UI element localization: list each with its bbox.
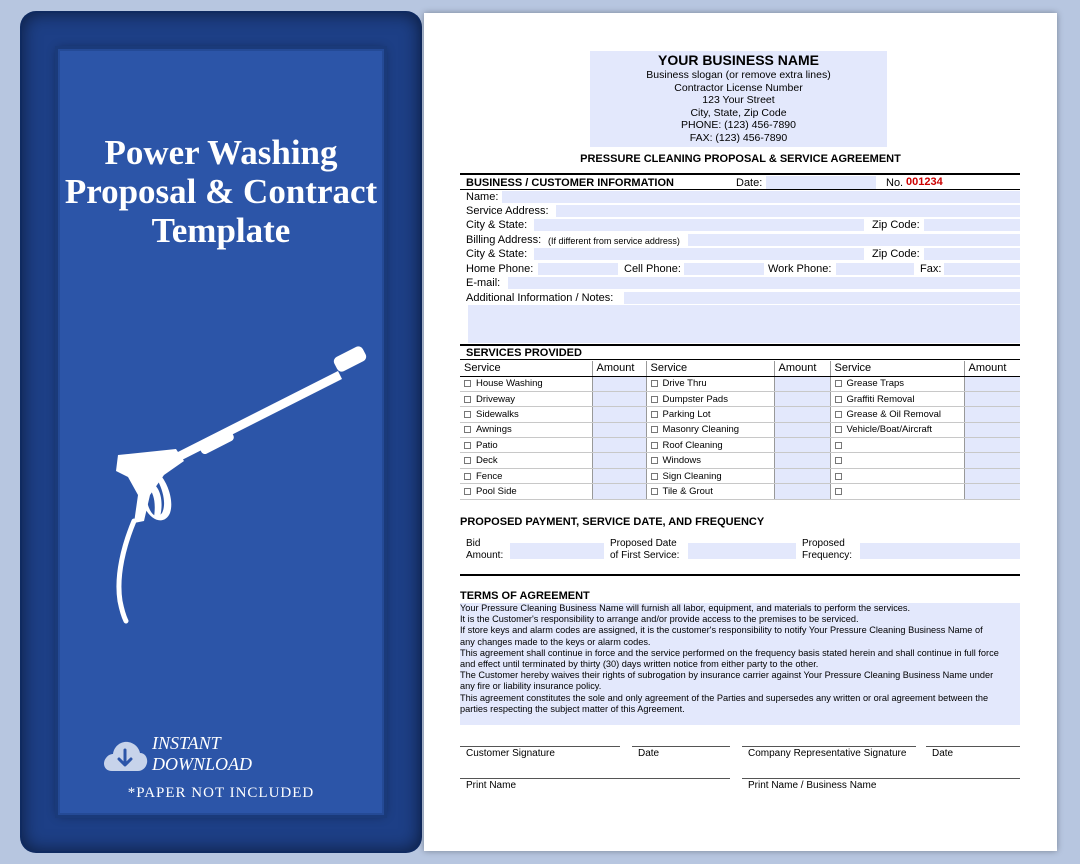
service-label: Windows [662, 455, 702, 467]
document-page [424, 13, 1057, 851]
billing-address-note: (If different from service address) [548, 236, 680, 246]
customer-signature-label: Customer Signature [466, 748, 555, 759]
table-row [460, 422, 1020, 437]
checkbox[interactable] [835, 426, 842, 433]
terms-line: If store keys and alarm codes are assigned, it is the customer's responsibility to notify Your Pressure Cleaning Business Name of [460, 625, 983, 636]
service-label: Grease & Oil Removal [846, 408, 942, 420]
number-label: No. [886, 177, 904, 189]
checkbox[interactable] [651, 473, 658, 480]
form-title: PRESSURE CLEANING PROPOSAL & SERVICE AGREEMENT [580, 153, 901, 165]
service-label: Sign Cleaning [662, 470, 722, 482]
zip-field[interactable] [924, 219, 1020, 231]
service-cell[interactable] [460, 422, 592, 437]
terms-line: The Customer hereby waives their rights of subrogation by insurance carrier against Your Pressure Cleaning Business Name under [460, 670, 994, 681]
service-label: Driveway [476, 393, 516, 405]
checkbox[interactable] [464, 488, 471, 495]
print-name-line[interactable] [460, 778, 730, 779]
service-label: Roof Cleaning [662, 439, 723, 451]
download-line-2: DOWNLOAD [152, 754, 253, 774]
name-label: Name: [466, 191, 499, 203]
customer-info-title: BUSINESS / CUSTOMER INFORMATION [466, 177, 674, 189]
col-amount: Amount [774, 361, 830, 376]
checkbox[interactable] [651, 488, 658, 495]
service-cell[interactable] [460, 407, 592, 422]
service-cell[interactable] [460, 453, 592, 468]
amount-cell[interactable] [592, 453, 646, 468]
section-rule-thin [460, 189, 1020, 190]
company-signature-line[interactable] [742, 746, 916, 747]
services-rule-thin [460, 359, 1020, 360]
terms-body [460, 603, 1020, 725]
service-cell[interactable] [460, 484, 592, 499]
checkbox[interactable] [651, 426, 658, 433]
date-label-line-2: of First Service: [610, 550, 680, 561]
checkbox[interactable] [651, 380, 658, 387]
service-cell[interactable] [646, 407, 774, 422]
col-service: Service [830, 361, 964, 376]
service-label: Awnings [476, 424, 512, 436]
service-cell[interactable] [830, 376, 964, 391]
frequency-label-line-1: Proposed [802, 538, 845, 549]
table-row [460, 468, 1020, 483]
table-row [460, 453, 1020, 468]
amount-cell[interactable] [964, 391, 1020, 406]
terms-line: any fire or liability insurance policy. [460, 681, 602, 692]
service-label: Parking Lot [662, 408, 711, 420]
paper-not-included-note: *PAPER NOT INCLUDED [127, 785, 315, 801]
amount-cell[interactable] [774, 422, 830, 437]
col-amount: Amount [964, 361, 1020, 376]
fax-label: Fax: [920, 263, 942, 275]
email-label: E-mail: [466, 277, 501, 289]
bid-amount-field[interactable] [510, 543, 604, 559]
terms-line: parties respecting the subject matter of this Agreement. [460, 703, 685, 714]
amount-cell[interactable] [774, 453, 830, 468]
frequency-label-line-2: Frequency: [802, 550, 853, 561]
terms-line: Your Pressure Cleaning Business Name will furnish all labor, equipment, and materials to perform the services. [460, 603, 911, 613]
notes-field[interactable] [468, 305, 1020, 343]
terms-line: This agreement shall continue in force and the service performed on the frequency basis stated herein and shall continue in full force [460, 647, 999, 658]
print-name-label: Print Name [466, 780, 517, 791]
email-field[interactable] [508, 277, 1020, 289]
checkbox[interactable] [464, 442, 471, 449]
work-phone-label: Work Phone: [768, 263, 832, 275]
cover-panel [58, 49, 384, 815]
cloud-download-icon [102, 739, 148, 773]
instant-download-label [152, 733, 252, 775]
amount-cell[interactable] [964, 453, 1020, 468]
print-name-business-label: Print Name / Business Name [748, 780, 877, 791]
checkbox[interactable] [464, 380, 471, 387]
table-row [460, 438, 1020, 453]
amount-cell[interactable] [774, 407, 830, 422]
bid-label-line-2: Amount: [466, 550, 504, 561]
checkbox[interactable] [835, 442, 842, 449]
company-signature-label: Company Representative Signature [748, 748, 907, 759]
amount-cell[interactable] [964, 484, 1020, 499]
amount-cell[interactable] [592, 407, 646, 422]
terms-line: any changes made to the keys or alarm codes. [460, 636, 651, 647]
zip-label-2: Zip Code: [872, 248, 920, 260]
amount-cell[interactable] [774, 376, 830, 391]
checkbox[interactable] [464, 473, 471, 480]
pressure-washer-wand-icon [98, 345, 378, 625]
service-cell[interactable] [646, 453, 774, 468]
amount-cell[interactable] [774, 468, 830, 483]
col-amount: Amount [592, 361, 646, 376]
frequency-field[interactable] [860, 543, 1020, 559]
service-label: Drive Thru [662, 378, 707, 390]
checkbox[interactable] [651, 442, 658, 449]
service-label: Deck [476, 455, 498, 467]
services-rule [460, 344, 1020, 346]
bid-amount-label [466, 538, 503, 562]
checkbox[interactable] [651, 457, 658, 464]
zip-label: Zip Code: [872, 219, 920, 231]
checkbox[interactable] [464, 426, 471, 433]
city-state-label: City & State: [466, 219, 528, 231]
col-service: Service [460, 361, 592, 376]
city-state-label-2: City & State: [466, 248, 528, 260]
table-row [460, 407, 1020, 422]
home-phone-field[interactable] [538, 263, 618, 275]
amount-cell[interactable] [964, 438, 1020, 453]
services-title: SERVICES PROVIDED [466, 347, 582, 359]
service-label: Sidewalks [476, 408, 519, 420]
date-label-1: Date [638, 748, 660, 759]
amount-cell[interactable] [592, 484, 646, 499]
phone-number: PHONE: (123) 456-7890 [681, 119, 796, 132]
billing-address-field[interactable] [688, 234, 1020, 246]
service-label: Vehicle/Boat/Aircraft [846, 424, 933, 436]
checkbox[interactable] [835, 488, 842, 495]
first-service-date-label [610, 538, 679, 562]
service-label: Fence [476, 470, 503, 482]
payment-rule [460, 574, 1020, 576]
fax-field[interactable] [944, 263, 1020, 275]
zip-field-2[interactable] [924, 248, 1020, 260]
service-cell[interactable] [830, 468, 964, 483]
checkbox[interactable] [835, 411, 842, 418]
business-name: YOUR BUSINESS NAME [657, 52, 820, 68]
cell-phone-label: Cell Phone: [624, 263, 681, 275]
amount-cell[interactable] [592, 422, 646, 437]
service-cell[interactable] [646, 468, 774, 483]
terms-line: and effect until terminated by thirty (30) days written notice from either party to the other. [460, 659, 819, 670]
checkbox[interactable] [464, 457, 471, 464]
payment-title: PROPOSED PAYMENT, SERVICE DATE, AND FREQUENCY [460, 516, 765, 528]
home-phone-label: Home Phone: [466, 263, 534, 275]
service-cell[interactable] [460, 438, 592, 453]
service-cell[interactable] [460, 376, 592, 391]
checkbox[interactable] [835, 396, 842, 403]
service-label: Patio [476, 439, 498, 451]
service-cell[interactable] [646, 484, 774, 499]
fax-number: FAX: (123) 456-7890 [689, 131, 788, 144]
print-name-business-line[interactable] [742, 778, 1020, 779]
city-state-field-2[interactable] [534, 248, 864, 260]
checkbox[interactable] [651, 411, 658, 418]
service-address-field[interactable] [556, 205, 1020, 217]
date-line-1[interactable] [632, 746, 730, 747]
proposal-number: 001234 [906, 176, 943, 188]
amount-cell[interactable] [964, 422, 1020, 437]
service-cell[interactable] [460, 391, 592, 406]
date-label-2: Date [932, 748, 954, 759]
service-cell[interactable] [830, 438, 964, 453]
terms-line: It is the Customer's responsibility to arrange and/or provide access to the premises to be serviced. [460, 614, 859, 625]
date-label-line-1: Proposed Date [610, 538, 677, 549]
business-slogan: Business slogan (or remove extra lines) [646, 69, 831, 81]
cover-frame [22, 13, 420, 851]
street-address: 123 Your Street [702, 94, 775, 107]
amount-cell[interactable] [592, 438, 646, 453]
amount-cell[interactable] [774, 438, 830, 453]
checkbox[interactable] [651, 396, 658, 403]
amount-cell[interactable] [774, 391, 830, 406]
table-row [460, 376, 1020, 391]
service-cell[interactable] [646, 391, 774, 406]
service-label: Tile & Grout [662, 485, 713, 497]
service-address-label: Service Address: [466, 205, 549, 217]
name-field[interactable] [502, 191, 1020, 203]
checkbox[interactable] [464, 396, 471, 403]
table-row [460, 391, 1020, 406]
date-field[interactable] [766, 176, 876, 189]
amount-cell[interactable] [592, 391, 646, 406]
service-cell[interactable] [646, 422, 774, 437]
date-line-2[interactable] [926, 746, 1020, 747]
service-cell[interactable] [646, 438, 774, 453]
customer-signature-line[interactable] [460, 746, 620, 747]
table-row [460, 484, 1020, 499]
work-phone-field[interactable] [836, 263, 914, 275]
download-line-1: INSTANT [152, 733, 221, 753]
bid-label-line-1: Bid [466, 538, 481, 549]
business-header [590, 51, 887, 147]
terms-line: This agreement constitutes the sole and only agreement of the Parties and supersedes any written or oral agreement between the [460, 692, 989, 703]
service-cell[interactable] [830, 407, 964, 422]
amount-cell[interactable] [774, 484, 830, 499]
service-label: Dumpster Pads [662, 393, 728, 405]
service-label: House Washing [476, 378, 543, 390]
amount-cell[interactable] [964, 376, 1020, 391]
service-label: Pool Side [476, 485, 517, 497]
checkbox[interactable] [464, 411, 471, 418]
amount-cell[interactable] [964, 407, 1020, 422]
service-label: Masonry Cleaning [662, 424, 740, 436]
first-service-date-field[interactable] [688, 543, 796, 559]
terms-title: TERMS OF AGREEMENT [460, 590, 590, 602]
checkbox[interactable] [835, 473, 842, 480]
cell-phone-field[interactable] [684, 263, 764, 275]
billing-address-label: Billing Address: [466, 234, 542, 246]
col-service: Service [646, 361, 774, 376]
service-label: Grease Traps [846, 378, 905, 390]
license-number: Contractor License Number [674, 81, 803, 94]
city-state-zip: City, State, Zip Code [690, 106, 787, 119]
city-state-field[interactable] [534, 219, 864, 231]
service-cell[interactable] [460, 468, 592, 483]
checkbox[interactable] [835, 380, 842, 387]
date-label: Date: [736, 177, 763, 189]
amount-cell[interactable] [592, 376, 646, 391]
service-cell[interactable] [830, 422, 964, 437]
service-cell[interactable] [646, 376, 774, 391]
checkbox[interactable] [835, 457, 842, 464]
service-cell[interactable] [830, 484, 964, 499]
services-table [460, 361, 1020, 500]
services-header-row [460, 361, 1020, 376]
amount-cell[interactable] [964, 468, 1020, 483]
notes-field-first-line[interactable] [624, 292, 1020, 304]
amount-cell[interactable] [592, 468, 646, 483]
frequency-label [802, 538, 852, 562]
service-cell[interactable] [830, 391, 964, 406]
service-label: Graffiti Removal [846, 393, 915, 405]
service-cell[interactable] [830, 453, 964, 468]
notes-label: Additional Information / Notes: [466, 292, 614, 304]
cover-title: Power Washing Proposal & Contract Template [64, 133, 378, 250]
